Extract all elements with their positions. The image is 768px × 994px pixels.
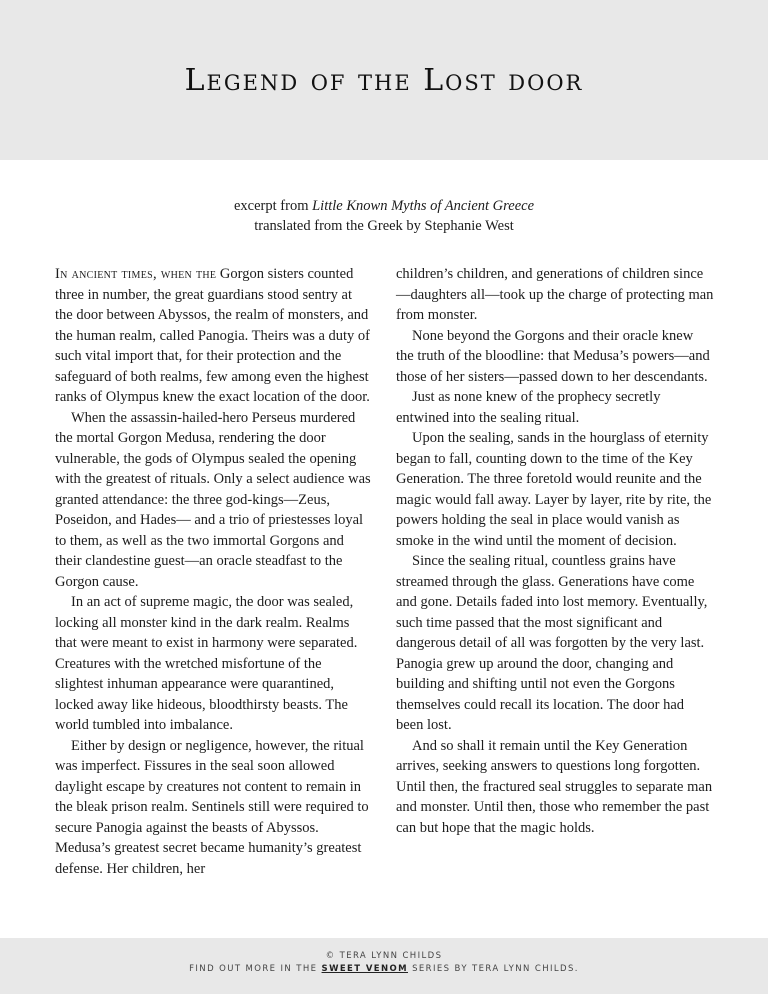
paragraph: Upon the sealing, sands in the hourglass of eternity began to fall, counting down to the time of the Key Generation. The three foretold would reunite and the magic would fall away. Layer by layer, rite by rite, the powers holding the seal in place would vanish as smoke in the wind until the moment of decision. — [396, 430, 712, 549]
promo-prefix: FIND OUT MORE IN THE — [189, 964, 322, 974]
paragraph: None beyond the Gorgons and their oracle knew the truth of the bloodline: that Medusa’s powers—and those of her sisters—passed down to her descendants. — [396, 327, 710, 385]
source-credit — [0, 196, 768, 236]
paragraph: And so shall it remain until the Key Generation arrives, seeking answers to questions long forgotten. Until then, the fractured seal struggles to separate man and monster. Until then, those who remember the past can but hope that the magic holds. — [396, 737, 713, 836]
promo-line — [0, 964, 768, 974]
paragraph-text: Gorgon sisters counted three in number, the great guardians stood sentry at the door between Abyssos, the realm of monsters, and the human realm, called Panogia. Theirs was a duty of such vital import that, for their protection and the safeguard of both realms, few among even the highest ranks of Olympus knew the exact location of the door. — [55, 266, 371, 405]
right-column — [396, 264, 714, 838]
paragraph: Just as none knew of the prophecy secretly entwined into the sealing ritual. — [396, 389, 661, 426]
footer — [0, 938, 768, 994]
left-column — [55, 264, 373, 879]
series-link[interactable]: SWEET VENOM — [321, 964, 408, 974]
book-title: Little Known Myths of Ancient Greece — [312, 198, 534, 214]
copyright: © TERA LYNN CHILDS — [325, 951, 443, 961]
title-banner — [0, 0, 768, 160]
page-title: Legend of the Lost door — [184, 62, 584, 98]
promo-suffix: SERIES BY TERA LYNN CHILDS. — [408, 964, 579, 974]
paragraph: When the assassin-hailed-hero Perseus murdered the mortal Gorgon Medusa, rendering the door vulnerable, the gods of Olympus sealed the opening with the greatest of rituals. Only a select audience was granted attendance: the three god-kings—Zeus, Poseidon, and Hades— and a trio of priestesses loyal to them, as well as the two immortal Gorgons and their clandestine guest—an oracle steadfast to the Gorgon cause. — [55, 409, 371, 590]
translator-line: translated from the Greek by Stephanie West — [254, 218, 514, 234]
paragraph: children’s children, and generations of children since—daughters all—took up the charge of protecting man from monster. — [396, 266, 714, 323]
lead-in-small-caps: In ancient times, when the — [55, 266, 217, 282]
excerpt-prefix: excerpt from — [234, 198, 313, 214]
paragraph — [55, 264, 373, 408]
excerpt-line — [0, 196, 768, 216]
paragraph: Either by design or negligence, however, the ritual was imperfect. Fissures in the seal soon allowed daylight escape by creatures not content to remain in the bleak prison realm. Sentinels still were required to secure Panogia against the beasts of Abyssos. Medusa’s greatest secret became humanity’s greatest defense. Her children, her — [55, 737, 369, 877]
paragraph: Since the sealing ritual, countless grains have streamed through the glass. Generations have come and gone. Details faded into lost memory. Eventually, such time passed that the most significant and dangerous detail of all was forgotten by the very last. Panogia grew up around the door, changing and building and shifting until not even the Gorgons themselves could recall its location. The door had been lost. — [396, 553, 708, 733]
paragraph: In an act of supreme magic, the door was sealed, locking all monster kind in the dark realm. Realms that were meant to exist in harmony were separated. Creatures with the wretched misfortune of the slightest inhuman appearance were quarantined, locked away like hideous, bloodthirsty beasts. The world tumbled into imbalance. — [55, 594, 358, 733]
